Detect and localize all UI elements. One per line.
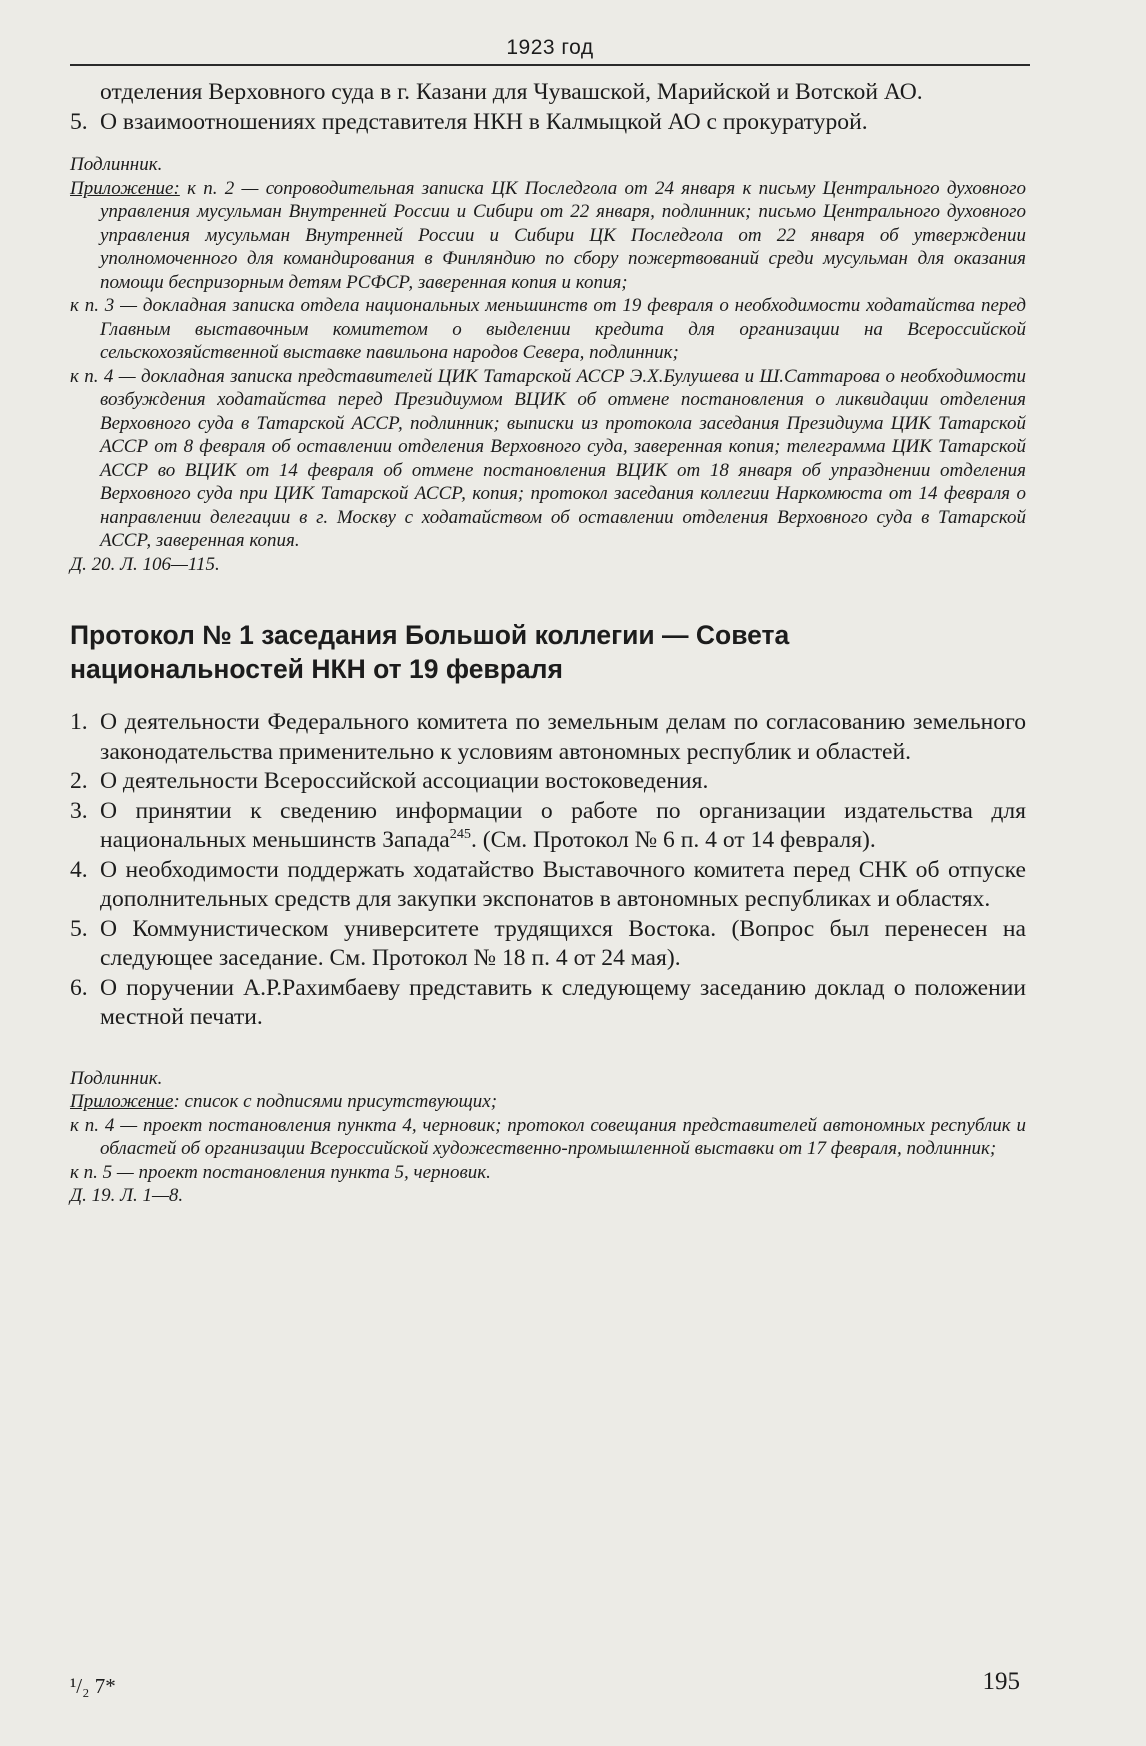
appendix-p2-text: к п. 2 — сопроводительная записка ЦК Последгола от 24 января к письму Центрального духовного управления мусульман Внутренней России и Сибири от 22 января, подлинник; письмо Центрального духовного управления мусульман Внутренней России и Сибири ЦК Последгола от 22 января об утверждении уполномоченного для командирования в Финляндию по сбору пожертвований среди мусульман для оказания помощи беспризорным детям РСФСР, заверенная копия и копия; [100, 177, 1027, 293]
item-text-part: О принятии к сведению информации о работе по организации издательства для национальных меньшинств Запада [100, 797, 1026, 853]
item-text: О поручении А.Р.Рахимбаеву представить к следующему заседанию доклад о положении местной печати. [100, 974, 1026, 1030]
agenda-item-2 [70, 767, 1026, 797]
item-number: 6. [70, 974, 88, 1001]
appendix-p5: к п. 5 — проект постановления пункта 5, черновик. [70, 1161, 491, 1183]
item-text: О деятельности Всероссийской ассоциации востоковедения. [100, 768, 709, 794]
agenda-item-1 [70, 708, 1026, 767]
archive-reference: Д. 19. Л. 1—8. [70, 1185, 184, 1206]
agenda-item-5 [70, 915, 1026, 974]
agenda-item-4 [70, 856, 1026, 915]
notes-block-1 [70, 153, 1026, 576]
notes-block-2 [70, 1067, 1026, 1208]
appendix-p2 [70, 177, 1026, 295]
appendix-p4: к п. 4 — докладная записка представителей ЦИК Татарской АССР Э.Х.Булушева и Ш.Саттарова о необходимости возбуждения ходатайства перед Президиумом ВЦИК об отмене постановления о ликвидации отделения Верховного суда в Татарской АССР, подлинник; выписки из протокола заседания Президиума ЦИК Татарской АССР от 8 февраля об оставлении отделения Верховного суда, заверенная копия; телеграмма ЦИК Татарской АССР во ВЦИК от 14 февраля об отмене постановления ВЦИК от 18 января об упразднении отделения Верховного суда при ЦИК Татарской АССР, копия; протокол заседания коллегии Наркомюста от 14 февраля о направлении делегации в г. Москву с ходатайством об оставлении отделения Верховного суда в Татарской АССР, заверенная копия. [70, 365, 1026, 551]
appendix-p3: к п. 3 — докладная записка отдела национальных меньшинств от 19 февраля о необходимости ходатайства перед Главным выставочным комитетом о выделении кредита для организации на Всероссийской сельскохозяйственной выставке павильона народов Севера, подлинник; [70, 295, 1026, 363]
agenda-list [70, 708, 1026, 1033]
section-heading [70, 618, 1026, 686]
original-note: Подлинник. [70, 154, 163, 175]
continuation-text: отделения Верховного суда в г. Казани для Чувашской, Марийской и Вотской АО. [100, 79, 923, 105]
item-text [100, 797, 1026, 856]
agenda-item-3 [70, 797, 1026, 856]
page-number: 195 [982, 1668, 1020, 1695]
item-text: О деятельности Федерального комитета по земельным делам по согласованию земельного законодательства применительно к условиям автономных республик и областей. [100, 709, 1026, 765]
footnote-ref: 245 [449, 826, 471, 843]
item-number: 1. [70, 709, 88, 735]
item-number: 4. [70, 856, 88, 883]
appendix-intro [70, 1090, 1026, 1114]
original-note: Подлинник. [70, 1067, 163, 1089]
signature-mark: ¹/₂ 7* [70, 1674, 116, 1698]
item-number: 5. [70, 108, 88, 135]
appendix-intro-text: : список с подписями присутствующих; [173, 1091, 498, 1112]
agenda-item-top-5 [70, 108, 1026, 138]
item-text: О Коммунистическом университете трудящихся Востока. (Вопрос был перенесен на следующее заседание. См. Протокол № 18 п. 4 от 24 мая). [100, 915, 1026, 971]
running-head: 1923 год [506, 36, 594, 59]
item-number: 5. [70, 915, 88, 942]
archive-reference: Д. 20. Л. 106—115. [70, 553, 220, 575]
section-title-line-2: национальностей НКН от 19 февраля [70, 654, 563, 684]
item-text-part: . (См. Протокол № 6 п. 4 от 14 февраля). [470, 827, 876, 853]
agenda-item-6 [70, 974, 1026, 1033]
appendix-label: Приложение [70, 1091, 174, 1112]
header-rule [70, 64, 1030, 66]
appendix-label: Приложение: [70, 177, 180, 199]
appendix-p4: к п. 4 — проект постановления пункта 4, черновик; протокол совещания представителей автономных республик и областей об организации Всероссийской художественно-промышленной выставки от 17 февраля, подлинник; [70, 1114, 1026, 1159]
item-text: О необходимости поддержать ходатайство Выставочного комитета перед СНК об отпуске дополнительных средств для закупки экспонатов в автономных республиках и областях. [100, 856, 1026, 912]
item-number: 2. [70, 768, 88, 794]
section-title-line-1: Протокол № 1 заседания Большой коллегии — Совета [70, 620, 790, 650]
item-number: 3. [70, 797, 88, 824]
item-text: О взаимоотношениях представителя НКН в Калмыцкой АО с прокуратурой. [100, 108, 868, 135]
page-content [70, 78, 1026, 1208]
